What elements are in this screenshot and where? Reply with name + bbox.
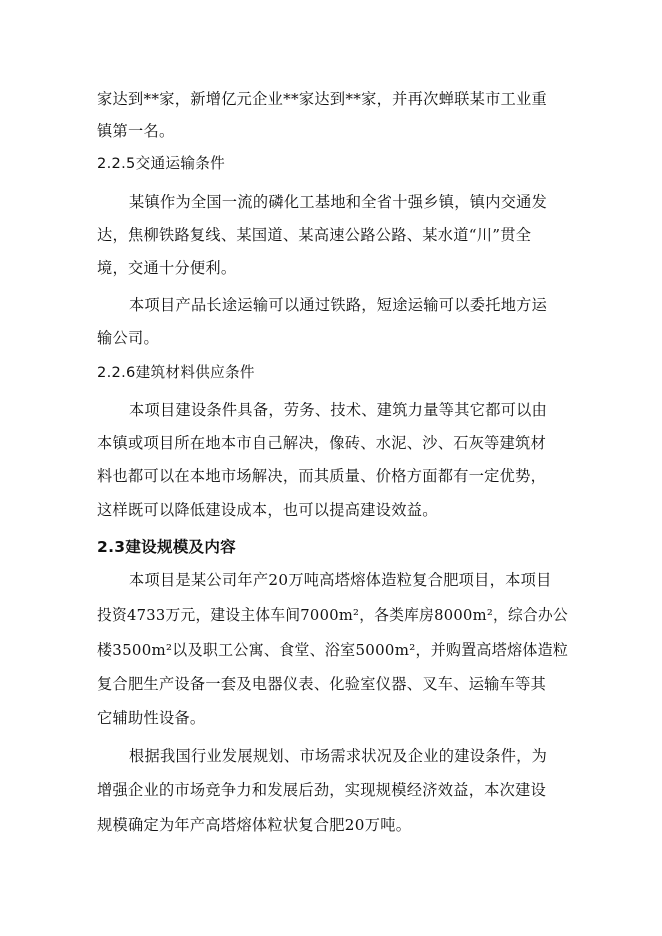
paragraph-line: 增强企业的市场竞争力和发展后劲，实现规模经济效益，本次建设 (97, 781, 547, 799)
paragraph-line: 境，交通十分便利。 (97, 259, 237, 277)
paragraph-line: 本项目产品长途运输可以通过铁路，短途运输可以委托地方运 (129, 296, 548, 314)
paragraph-line: 输公司。 (97, 329, 159, 347)
paragraph-line: 某镇作为全国一流的磷化工基地和全省十强乡镇，镇内交通发 (129, 193, 548, 211)
section-heading-2-2-6: 2.2.6建筑材料供应条件 (97, 364, 255, 381)
paragraph-line: 这样既可以降低建设成本，也可以提高建设效益。 (97, 501, 438, 519)
paragraph-line: 规模确定为年产高塔熔体粒状复合肥20万吨。 (97, 816, 412, 834)
section-heading-2-3: 2.3建设规模及内容 (97, 538, 236, 556)
paragraph-line: 达，焦柳铁路复线、某国道、某高速公路公路、某水道“川”贯全 (97, 226, 532, 244)
paragraph-line: 它辅助性设备。 (97, 709, 206, 727)
paragraph-line: 根据我国行业发展规划、市场需求状况及企业的建设条件，为 (129, 747, 548, 765)
paragraph-line: 复合肥生产设备一套及电器仪表、化验室仪器、叉车、运输车等其 (97, 675, 547, 693)
paragraph-line: 楼3500m²以及职工公寓、食堂、浴室5000m²，并购置高塔熔体造粒 (97, 641, 569, 659)
paragraph-line: 家达到**家，新增亿元企业**家达到**家，并再次蝉联某市工业重 (97, 90, 548, 108)
paragraph-line: 料也都可以在本地市场解决，而其质量、价格方面都有一定优势， (97, 467, 547, 485)
paragraph-line: 镇第一名。 (97, 122, 175, 140)
paragraph-line: 本项目是某公司年产20万吨高塔熔体造粒复合肥项目，本项目 (129, 571, 552, 589)
paragraph-line: 本镇或项目所在地本市自己解决，像砖、水泥、沙、石灰等建筑材 (97, 434, 547, 452)
paragraph-line: 投资4733万元，建设主体车间7000m²，各类库房8000m²，综合办公 (97, 606, 568, 624)
section-heading-2-2-5: 2.2.5交通运输条件 (97, 155, 225, 172)
paragraph-line: 本项目建设条件具备，劳务、技术、建筑力量等其它都可以由 (129, 401, 548, 419)
